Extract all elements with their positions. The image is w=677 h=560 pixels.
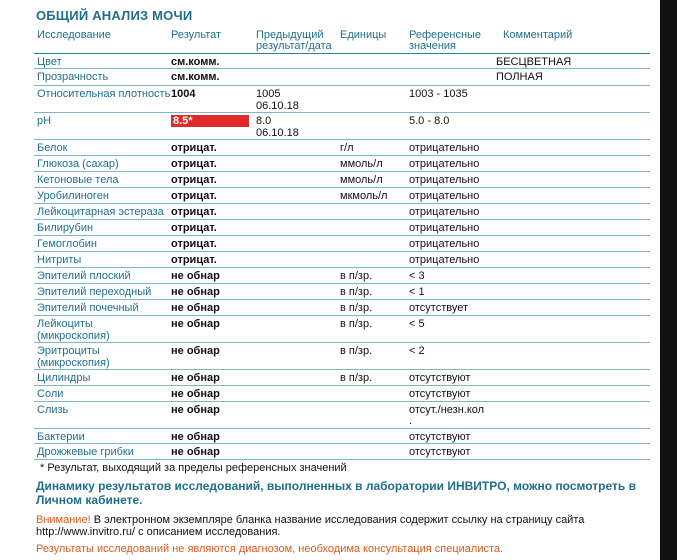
test-name: Эпителий плоский — [37, 270, 131, 282]
header-units: Единицы — [340, 29, 387, 41]
test-name: Глюкоза (сахар) — [37, 158, 119, 170]
table-row — [34, 86, 650, 113]
result-value: не обнар — [171, 431, 220, 443]
reference-value: отсутствует — [409, 302, 469, 314]
table-row — [34, 54, 650, 69]
test-name-detail: (микроскопия) — [37, 357, 110, 369]
unit: в п/зр. — [340, 286, 373, 298]
unit: в п/зр. — [340, 318, 373, 330]
reference-value: отсутствуют — [409, 431, 471, 443]
result-value: отрицат. — [171, 142, 217, 154]
reference-value: отрицательно — [409, 206, 480, 218]
test-name-detail: (микроскопия) — [37, 330, 110, 342]
dynamics-note: Динамику результатов исследований, выполненных в лаборатории ИНВИТРО, можно посмотреть в Личном кабинете. — [36, 479, 636, 507]
result-value: не обнар — [171, 345, 220, 357]
comment: ПОЛНАЯ — [496, 71, 543, 83]
reference-value: отрицательно — [409, 222, 480, 234]
table-row — [34, 156, 650, 172]
test-name: Цилиндры — [37, 372, 91, 384]
header-previous: Предыдущий результат/дата — [256, 29, 332, 52]
table-row — [34, 386, 650, 402]
table-row — [34, 140, 650, 156]
test-name: Кетоновые тела — [37, 174, 119, 186]
table-row — [34, 113, 650, 140]
result-value: отрицат. — [171, 158, 217, 170]
result-value: отрицат. — [171, 206, 217, 218]
reference-value: < 3 — [409, 270, 425, 282]
result-value: не обнар — [171, 446, 220, 458]
reference-value: < 1 — [409, 286, 425, 298]
reference-value: 5.0 - 8.0 — [409, 115, 450, 127]
reference-value: отсут./незн.кол — [409, 404, 485, 416]
result-value: не обнар — [171, 388, 220, 400]
unit: в п/зр. — [340, 345, 373, 357]
result-value: не обнар — [171, 372, 220, 384]
warning-text: В электронном экземпляре бланка название исследования содержит ссылку на страницу сайта http://www.invitro.ru/ с описанием исследования. — [36, 514, 585, 538]
table-row — [34, 284, 650, 300]
unit: мкмоль/л — [340, 190, 388, 202]
previous-value: 8.0 — [256, 115, 272, 127]
table-row — [34, 204, 650, 220]
test-name: Прозрачность — [37, 71, 109, 83]
table-row — [34, 370, 650, 386]
reference-value: отрицательно — [409, 190, 480, 202]
test-name: Дрожжевые грибки — [37, 446, 134, 458]
test-name: Нитриты — [37, 254, 82, 266]
reference-value: отсутствуют — [409, 446, 471, 458]
reference-value: отрицательно — [409, 174, 480, 186]
table-row — [34, 220, 650, 236]
header-reference: Референсные значения — [409, 29, 482, 52]
header-result: Результат — [171, 29, 222, 41]
table-row — [34, 172, 650, 188]
previous-date: 06.10.18 — [256, 100, 299, 112]
result-value-flagged — [171, 115, 249, 127]
previous-date: 06.10.18 — [256, 127, 299, 139]
test-name: Соли — [37, 388, 64, 400]
table-row — [34, 188, 650, 204]
test-name: Гемоглобин — [37, 238, 97, 250]
table-row — [34, 300, 650, 316]
reference-value-extra: . — [409, 415, 413, 427]
result-value: не обнар — [171, 318, 220, 330]
test-name: Эритроциты — [37, 345, 100, 357]
table-row — [34, 444, 650, 460]
test-name: Лейкоцитарная эстераза — [37, 206, 164, 218]
table-row — [34, 69, 650, 86]
result-value: не обнар — [171, 404, 220, 416]
result-value: не обнар — [171, 302, 220, 314]
result-value: отрицат. — [171, 222, 217, 234]
test-name: Слизь — [37, 404, 69, 416]
header-test: Исследование — [37, 29, 111, 41]
test-name: Лейкоциты — [37, 318, 93, 330]
test-name: Эпителий переходный — [37, 286, 152, 298]
reference-value: отрицательно — [409, 142, 480, 154]
reference-value: отсутствуют — [409, 372, 471, 384]
table-row — [34, 252, 650, 268]
table-row — [34, 236, 650, 252]
previous-value: 1005 — [256, 88, 281, 100]
warning-label: Внимание! — [36, 514, 91, 526]
table-row — [34, 316, 650, 343]
reference-value: 1003 - 1035 — [409, 88, 468, 100]
row-divider — [34, 459, 650, 460]
unit: ммоль/л — [340, 174, 383, 186]
result-value: см.комм. — [171, 56, 220, 68]
reference-value: отрицательно — [409, 158, 480, 170]
reference-value: отрицательно — [409, 254, 480, 266]
result-value: не обнар — [171, 270, 220, 282]
table-row — [34, 402, 650, 429]
unit: в п/зр. — [340, 302, 373, 314]
test-name: Эпителий почечный — [37, 302, 139, 314]
table-row — [34, 343, 650, 370]
test-name: Белок — [37, 142, 68, 154]
disclaimer: Результаты исследований не являются диагнозом, необходима консультация специалиста. — [36, 543, 504, 555]
result-value: отрицат. — [171, 238, 217, 250]
out-of-range-badge: 8.5* — [171, 115, 249, 127]
test-name: Уробилиноген — [37, 190, 109, 202]
reference-value: < 2 — [409, 345, 425, 357]
result-value: не обнар — [171, 286, 220, 298]
unit: ммоль/л — [340, 158, 383, 170]
warning-note — [36, 514, 636, 538]
report-title: ОБЩИЙ АНАЛИЗ МОЧИ — [36, 8, 193, 23]
unit: в п/зр. — [340, 270, 373, 282]
table-row — [34, 268, 650, 284]
comment: БЕСЦВЕТНАЯ — [496, 56, 572, 68]
test-name: pH — [37, 115, 52, 127]
reference-value: < 5 — [409, 318, 425, 330]
reference-value: отрицательно — [409, 238, 480, 250]
header-comment: Комментарий — [503, 29, 573, 41]
result-value: отрицат. — [171, 254, 217, 266]
result-value: отрицат. — [171, 190, 217, 202]
reference-value: отсутствуют — [409, 388, 471, 400]
unit: г/л — [340, 142, 354, 154]
result-value: 1004 — [171, 88, 196, 100]
result-value: см.комм. — [171, 71, 220, 83]
test-name: Относительная плотность — [37, 88, 171, 100]
result-value: отрицат. — [171, 174, 217, 186]
table-row — [34, 429, 650, 444]
test-name: Бактерии — [37, 431, 85, 443]
test-name: Билирубин — [37, 222, 94, 234]
unit: в п/зр. — [340, 372, 373, 384]
test-name: Цвет — [37, 56, 62, 68]
footnote: * Результат, выходящий за пределы референсных значений — [40, 462, 347, 474]
edge-bar — [660, 0, 677, 560]
